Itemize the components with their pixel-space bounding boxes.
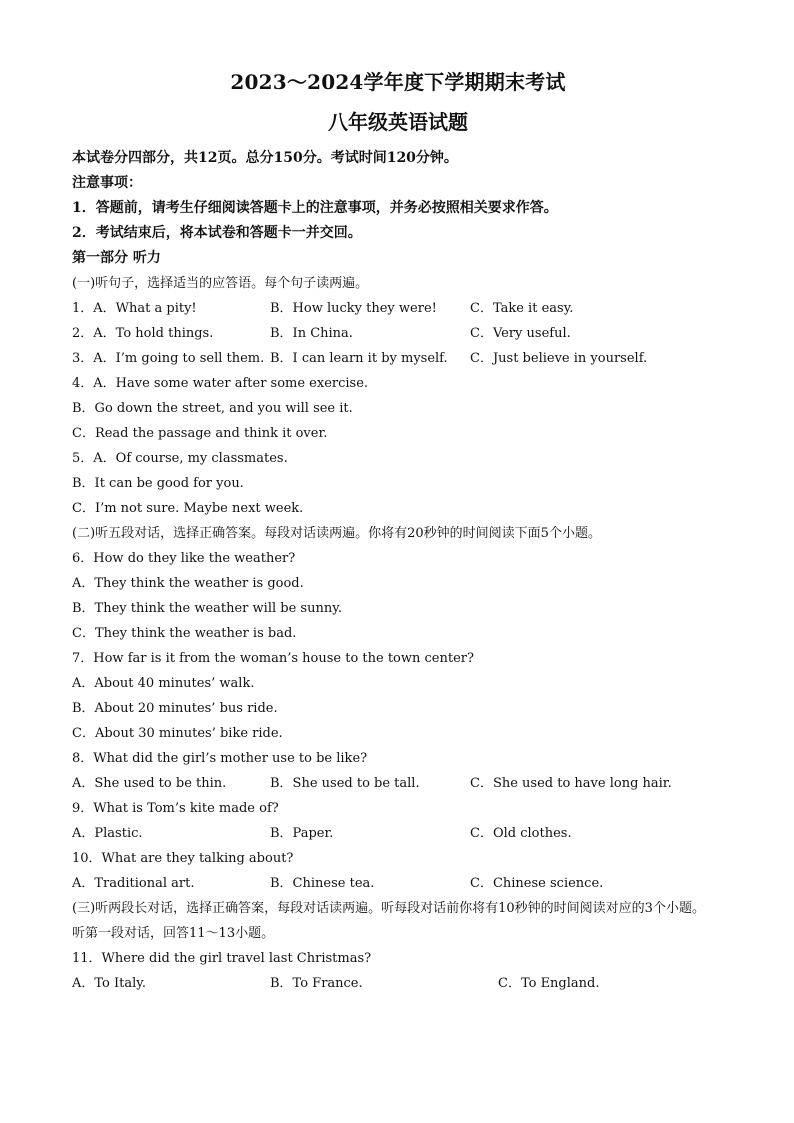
question-1 bbox=[72, 296, 724, 321]
page-subtitle: 八年级英语试题 bbox=[328, 110, 468, 134]
q1-option-c: C．Take it easy. bbox=[470, 301, 574, 316]
q10-option-a: A．Traditional art. bbox=[72, 876, 195, 891]
part-1-heading: 第一部分 听力 bbox=[72, 250, 161, 266]
question-2 bbox=[72, 321, 724, 346]
q10-options bbox=[72, 871, 724, 896]
note-2: 2．考试结束后，将本试卷和答题卡一并交回。 bbox=[72, 225, 362, 241]
q4-option-a: 4．A．Have some water after some exercise. bbox=[72, 376, 369, 391]
q9-option-a: A．Plastic. bbox=[72, 826, 143, 841]
section-3-heading: (三)听两段长对话，选择正确答案，每段对话读两遍。听每段对话前你将有10秒钟的时间阅读对应的3个小题。 bbox=[72, 901, 705, 916]
notes-heading: 注意事项： bbox=[72, 175, 142, 191]
q1-option-a: 1．A．What a pity! bbox=[72, 301, 197, 316]
note-1: 1．答题前，请考生仔细阅读答题卡上的注意事项，并务必按照相关要求作答。 bbox=[72, 200, 558, 216]
q8-options bbox=[72, 771, 724, 796]
first-dialogue-instruction: 听第一段对话，回答11～13小题。 bbox=[72, 926, 275, 941]
exam-summary: 本试卷分四部分，共12页。总分150分。考试时间120分钟。 bbox=[72, 150, 458, 166]
q4-option-b: B．Go down the street, and you will see it. bbox=[72, 401, 353, 416]
q7-option-b: B．About 20 minutes’ bus ride. bbox=[72, 701, 278, 716]
q11-option-c: C．To England. bbox=[498, 976, 600, 991]
q11-options bbox=[72, 971, 724, 996]
q9-options bbox=[72, 821, 724, 846]
q7-option-c: C．About 30 minutes’ bike ride. bbox=[72, 726, 283, 741]
q8-option-a: A．She used to be thin. bbox=[72, 776, 227, 791]
question-9: 9．What is Tom’s kite made of? bbox=[72, 801, 279, 816]
q9-option-c: C．Old clothes. bbox=[470, 826, 572, 841]
q11-option-a: A．To Italy. bbox=[72, 976, 147, 991]
q5-option-a: 5．A．Of course, my classmates. bbox=[72, 451, 288, 466]
question-11: 11．Where did the girl travel last Christmas? bbox=[72, 951, 372, 966]
q10-option-b: B．Chinese tea. bbox=[270, 876, 375, 891]
q2-option-c: C．Very useful. bbox=[470, 326, 571, 341]
page-title: 2023～2024学年度下学期期末考试 bbox=[230, 70, 566, 94]
q8-option-b: B．She used to be tall. bbox=[270, 776, 420, 791]
question-10: 10．What are they talking about? bbox=[72, 851, 294, 866]
q2-option-a: 2．A．To hold things. bbox=[72, 326, 214, 341]
q5-option-b: B．It can be good for you. bbox=[72, 476, 244, 491]
q3-option-c: C．Just believe in yourself. bbox=[470, 351, 648, 366]
q6-option-b: B．They think the weather will be sunny. bbox=[72, 601, 342, 616]
question-3 bbox=[72, 346, 724, 371]
q3-option-b: B．I can learn it by myself. bbox=[270, 351, 448, 366]
q6-option-c: C．They think the weather is bad. bbox=[72, 626, 297, 641]
q1-option-b: B．How lucky they were! bbox=[270, 301, 437, 316]
q7-option-a: A．About 40 minutes’ walk. bbox=[72, 676, 255, 691]
q2-option-b: B．In China. bbox=[270, 326, 353, 341]
q3-option-a: 3．A．I’m going to sell them. bbox=[72, 351, 265, 366]
section-1-heading: (一)听句子，选择适当的应答语。每个句子读两遍。 bbox=[72, 276, 369, 291]
question-6: 6．How do they like the weather? bbox=[72, 551, 296, 566]
q8-option-c: C．She used to have long hair. bbox=[470, 776, 672, 791]
question-8: 8．What did the girl’s mother use to be like? bbox=[72, 751, 368, 766]
q4-option-c: C．Read the passage and think it over. bbox=[72, 426, 328, 441]
q10-option-c: C．Chinese science. bbox=[470, 876, 604, 891]
q9-option-b: B．Paper. bbox=[270, 826, 334, 841]
q11-option-b: B．To France. bbox=[270, 976, 363, 991]
question-7: 7．How far is it from the woman’s house to the town center? bbox=[72, 651, 474, 666]
section-2-heading: (二)听五段对话，选择正确答案。每段对话读两遍。你将有20秒钟的时间阅读下面5个小题。 bbox=[72, 526, 601, 541]
q6-option-a: A．They think the weather is good. bbox=[72, 576, 304, 591]
q5-option-c: C．I’m not sure. Maybe next week. bbox=[72, 501, 304, 516]
